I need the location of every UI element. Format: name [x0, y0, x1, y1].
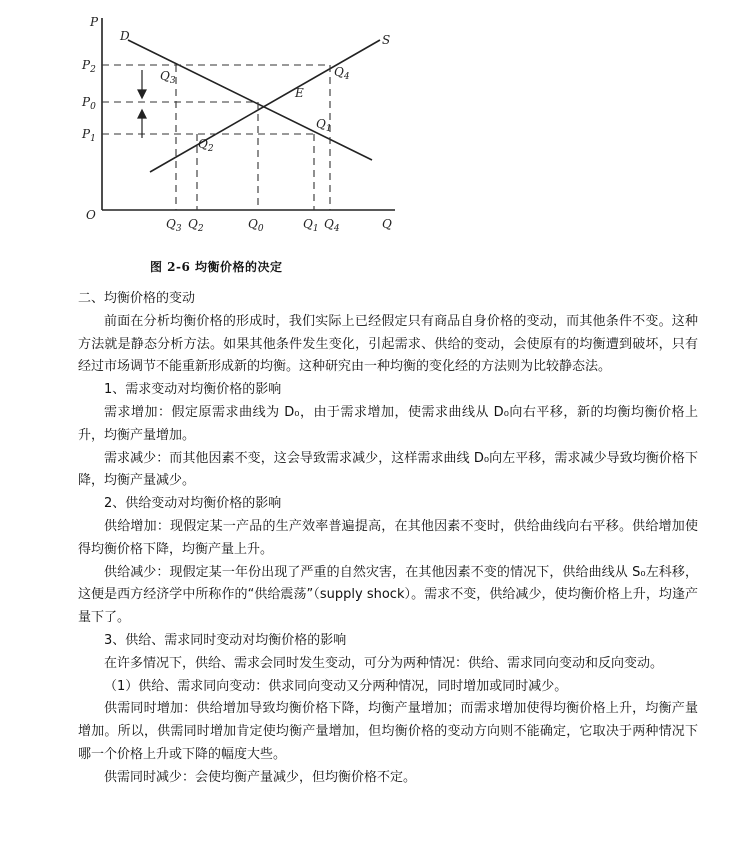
- q4-axis-label: $Q_4$: [324, 217, 340, 234]
- paragraph: 前面在分析均衡价格的形成时，我们实际上已经假定只有商品自身价格的变动，而其他条件不变。这种方法就是静态分析方法。如果其他条件发生变化，引起需求、供给的变动，会使原有的均衡遭到破坏，只有经过市场调节不能重新形成新的均衡。这种研究由一种均衡的变化经的方法则为比较静态法。: [78, 313, 698, 375]
- subheading: 2、供给变动对均衡价格的影响: [104, 496, 282, 512]
- paragraph: 在许多情况下，供给、需求会同时发生变动，可分为两种情况：供给、需求同向变动和反向变动。: [104, 655, 664, 671]
- q2-point-label: $Q_2$: [198, 137, 214, 154]
- q1-point-label: $Q_1$: [316, 117, 332, 134]
- demand-curve: [128, 40, 372, 160]
- equilibrium-label: E: [295, 86, 304, 100]
- q3-axis-label: $Q_3$: [166, 217, 182, 234]
- supply-label: S: [382, 33, 391, 47]
- subheading: 1、需求变动对均衡价格的影响: [104, 382, 282, 398]
- demand-label: D: [120, 29, 130, 43]
- paragraph: 供给增加：现假定某一产品的生产效率普遍提高，在其他因素不变时，供给曲线向右平移。供给增加使得均衡价格下降，均衡产量上升。: [78, 518, 698, 557]
- document-body: [78, 288, 698, 790]
- subheading: 3、供给、需求同时变动对均衡价格的影响: [104, 632, 347, 648]
- paragraph: 需求减少：而其他因素不变，这会导致需求减少，这样需求曲线 D₀向左平移，需求减少导致均衡价格下降，均衡产量减少。: [78, 450, 698, 489]
- q1-axis-label: $Q_1$: [303, 217, 319, 234]
- p-axis-label: P: [90, 15, 99, 29]
- equilibrium-price-figure: [80, 10, 410, 235]
- paragraph: 供需同时增加：供给增加导致均衡价格下降，均衡产量增加；而需求增加使得均衡价格上升，均衡产量增加。所以，供需同时增加肯定使均衡产量增加，但均衡价格的变动方向则不能确定，它取决于两种情况下哪一个价格上升或下降的幅度大些。: [78, 701, 698, 762]
- section-title: 二、均衡价格的变动: [78, 291, 196, 306]
- paragraph: 需求增加：假定原需求曲线为 D₀，由于需求增加，使需求曲线从 D₀向右平移，新的均衡均衡价格上升，均衡产量增加。: [78, 404, 698, 443]
- subheading: （1）供给、需求同向变动：供求同向变动又分两种情况，同时增加或同时减少。: [104, 678, 568, 694]
- origin-label: O: [86, 208, 96, 222]
- price-adjust-arrows: [138, 70, 146, 138]
- q4-point-label: $Q_4$: [334, 65, 350, 82]
- q2-axis-label: $Q_2$: [188, 217, 204, 234]
- q-axis-label: Q: [382, 217, 392, 231]
- p2-label: $P_2$: [82, 58, 96, 75]
- p0-label: $P_0$: [82, 95, 96, 112]
- p1-label: $P_1$: [82, 127, 96, 144]
- paragraph: 供需同时减少：会使均衡产量减少，但均衡价格不定。: [104, 769, 417, 785]
- figure-caption: 图 2-6 均衡价格的决定: [150, 260, 283, 274]
- paragraph: 供给减少：现假定某一年份出现了严重的自然灾害，在其他因素不变的情况下，供给曲线从 S₀左科移，这便是西方经济学中所称作的“供给震荡”（supply shock）。需求不变，供给减少，使均衡价格上升，均逢产量下了。: [78, 564, 698, 626]
- q3-point-label: $Q_3$: [160, 69, 176, 86]
- supply-curve: [150, 40, 380, 172]
- q0-axis-label: $Q_0$: [248, 217, 264, 234]
